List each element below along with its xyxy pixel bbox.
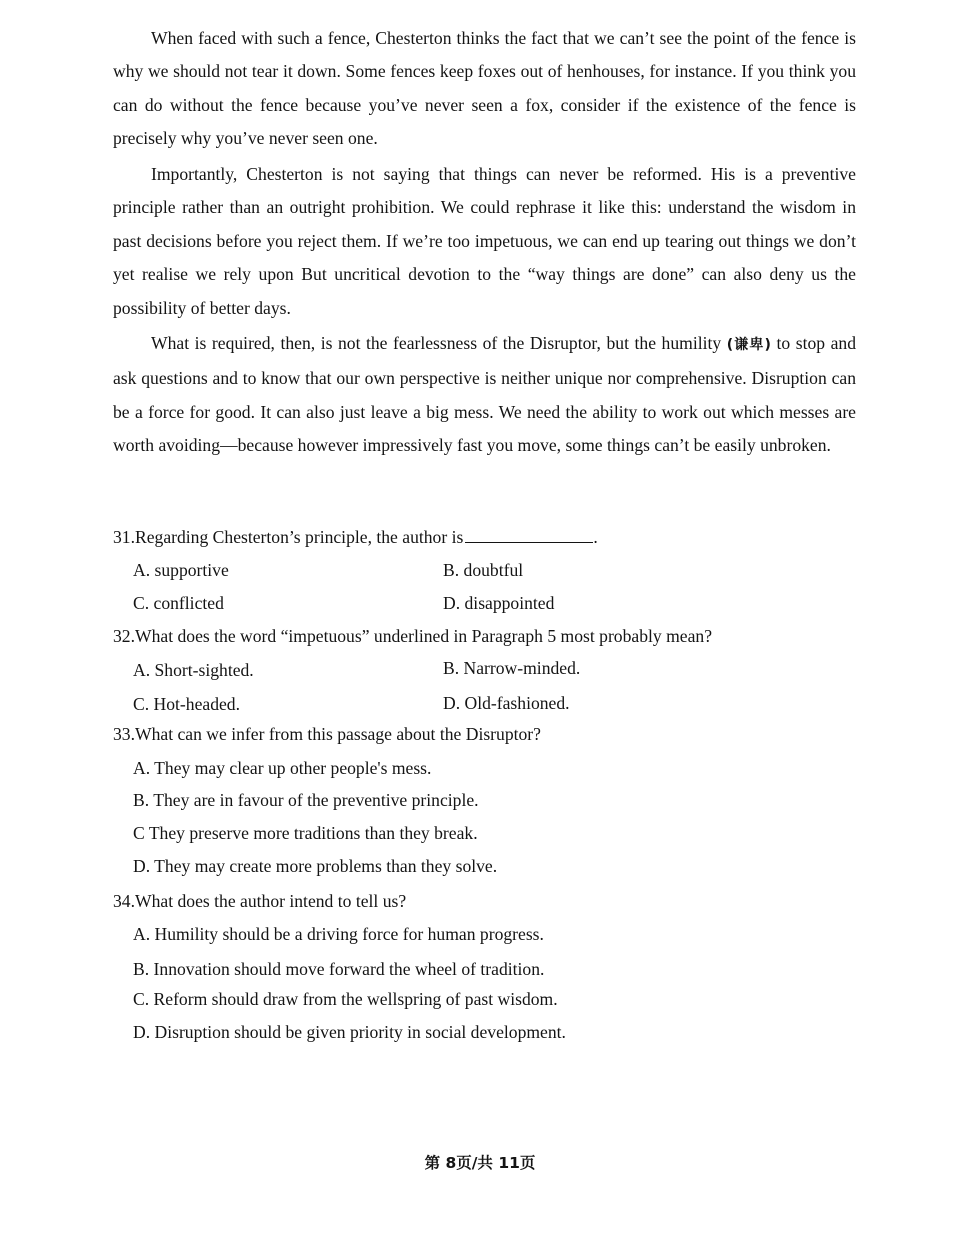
question-31-option-a: A. supportive	[133, 560, 229, 580]
question-34-option-a: A. Humility should be a driving force for human progress.	[133, 924, 544, 944]
question-32-option-b: B. Narrow-minded.	[443, 658, 581, 678]
paragraph-3-text-start: What is required, then, is not the fearlessness of the Disruptor, but the humility	[151, 333, 727, 353]
question-31-option-c: C. conflicted	[133, 593, 224, 613]
question-32-option-d: D. Old-fashioned.	[443, 693, 570, 713]
question-31-option-b: B. doubtful	[443, 560, 524, 580]
question-33-option-d: D. They may create more problems than they solve.	[133, 856, 498, 876]
passage-paragraph-3	[113, 327, 856, 463]
question-32-option-a: A. Short-sighted.	[133, 660, 254, 680]
question-34-stem: 34.What does the author intend to tell us?	[113, 891, 407, 911]
question-32-option-c: C. Hot-headed.	[133, 694, 240, 714]
answer-blank	[465, 526, 593, 543]
question-34-option-d: D. Disruption should be given priority in social development.	[133, 1022, 566, 1042]
question-31-text: 31.Regarding Chesterton’s principle, the author is	[113, 527, 464, 547]
question-34-option-b: B. Innovation should move forward the wheel of tradition.	[133, 959, 545, 979]
passage-paragraph-2: Importantly, Chesterton is not saying that things can never be reformed. His is a preventive principle rather than an outright prohibition. We could rephrase it like this: understand the wisdom in past decisions before you reject them. If we’re too impetuous, we can end up tearing out things we don’t yet realise we rely upon But uncritical devotion to the “way things are done” can also deny us the possibility of better days.	[113, 164, 856, 318]
question-33-option-b: B. They are in favour of the preventive principle.	[133, 790, 479, 810]
question-33-option-c: C They preserve more traditions than they break.	[133, 823, 478, 843]
question-32-stem: 32.What does the word “impetuous” underlined in Paragraph 5 most probably mean?	[113, 626, 713, 646]
page-number-footer: 第 8页/共 11页	[424, 1154, 536, 1172]
question-31-stem	[113, 525, 873, 549]
question-31-option-d: D. disappointed	[443, 593, 555, 613]
question-34-option-c: C. Reform should draw from the wellspring of past wisdom.	[133, 989, 558, 1009]
paragraph-3-text-end: to stop and ask questions and to know that our own perspective is neither unique nor comprehensive. Disruption can be a force for good. It can also just leave a big mess. We need the ability to work out which messes are worth avoiding—because however impressively fast you move, some things can’t be easily unbroken.	[113, 333, 856, 456]
question-33-stem: 33.What can we infer from this passage about the Disruptor?	[113, 724, 541, 744]
question-31-period: .	[593, 527, 598, 547]
chinese-gloss-note: (谦卑)	[726, 337, 771, 353]
question-33-option-a: A. They may clear up other people's mess.	[133, 758, 432, 778]
passage-paragraph-1: When faced with such a fence, Chesterton thinks the fact that we can’t see the point of the fence is why we should not tear it down. Some fences keep foxes out of henhouses, for instance. If you think you can do without the fence because you’ve never seen a fox, consider if the existence of the fence is precisely why you’ve never seen one.	[113, 28, 856, 149]
